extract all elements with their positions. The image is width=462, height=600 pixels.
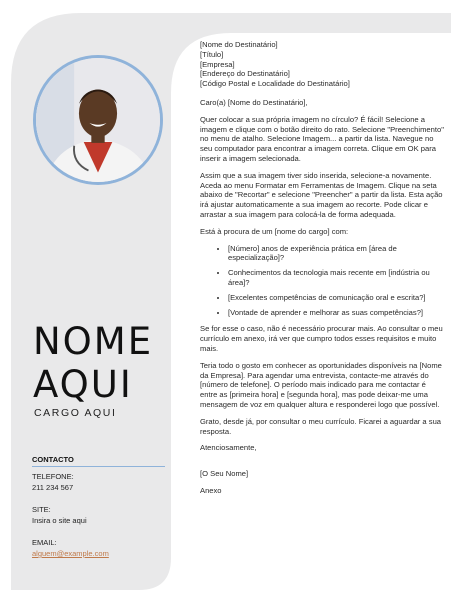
phone-block [32, 471, 74, 493]
recipient-company: [Empresa] [200, 59, 235, 69]
paragraph-1: Quer colocar a sua própria imagem no círculo? É fácil! Selecione a imagem e clique com o botão direito do rato. Selecione "Preenchimento" no menu de atalho. Selecione Imagem... a partir da lista. Navegue no seu computador para encontrar a imagem correta. Clique em OK para inserir a imagem selecionada. [200, 114, 444, 163]
greeting: Caro(a) [Nome do Destinatário], [200, 97, 308, 107]
site-label: SITE: [32, 505, 51, 514]
phone-label: TELEFONE: [32, 472, 74, 481]
recipient-street: [Endereço do Destinatário] [200, 69, 290, 79]
closing: Atenciosamente, [200, 443, 257, 453]
paragraph-3: Se for esse o caso, não é necessário procurar mais. Ao consultar o meu currículo em anexo, irá ver que cumpro todos esses requisitos e muito mais. [200, 324, 443, 353]
list-item: • [Número] anos de experiência prática em [área de especialização]? [228, 244, 445, 264]
qualifications-list [200, 244, 445, 318]
name-line-2: AQUI [33, 363, 133, 406]
cover-letter [200, 40, 445, 503]
recipient-title: [Título] [200, 49, 224, 59]
recipient-address [200, 40, 445, 89]
portrait-photo-icon [36, 58, 160, 182]
name-line-1: NOME [33, 320, 154, 363]
site-value: Insira o site aqui [32, 516, 87, 525]
list-item: • Conhecimentos da tecnologia mais recente em [indústria ou área]? [228, 268, 445, 288]
signature: [O Seu Nome] [200, 469, 249, 479]
job-title: CARGO AQUI [34, 407, 117, 419]
enclosure: Anexo [200, 485, 222, 495]
email-link[interactable]: alguem@example.com [32, 549, 109, 558]
recipient-name: [Nome do Destinatário] [200, 40, 278, 49]
phone-value: 211 234 567 [32, 483, 74, 492]
profile-photo[interactable] [33, 55, 163, 185]
site-block [32, 504, 87, 526]
list-item: • [Excelentes competências de comunicação oral e escrita?] [228, 293, 445, 303]
email-label: EMAIL: [32, 538, 57, 547]
recipient-postal: [Código Postal e Localidade do Destinatário] [200, 79, 350, 89]
contact-divider [32, 466, 165, 467]
list-item: • [Vontade de aprender e melhorar as suas competências?] [228, 308, 445, 318]
paragraph-4: Teria todo o gosto em conhecer as oportunidades disponíveis na [Nome da Empresa]. Para agendar uma entrevista, contacte-me através do [número de telefone]. O período mais indicado para me contactar é entre as [primeira hora] e [segunda hora], mas pode deixar-me uma mensagem de voz em qualquer altura e responderei logo que possível. [200, 360, 442, 409]
paragraph-5: Grato, desde já, por consultar o meu currículo. Ficarei a aguardar a sua resposta. [200, 416, 442, 436]
email-block [32, 537, 109, 559]
contact-heading: CONTACTO [32, 455, 74, 464]
list-intro: Está à procura de um [nome do cargo] com: [200, 226, 349, 236]
applicant-name [33, 320, 153, 406]
paragraph-2: Assim que a sua imagem tiver sido inserida, selecione-a novamente. Aceda ao menu Formatar em Ferramentas de Imagem. Clique na seta abaixo de "Recortar" e selecione "Preencher" a partir da lista. Esta ação irá ajustar automaticamente a sua imagem ao recorte. Pode clicar e arrastar a sua imagem para colocá-la de forma adequada. [200, 170, 443, 219]
